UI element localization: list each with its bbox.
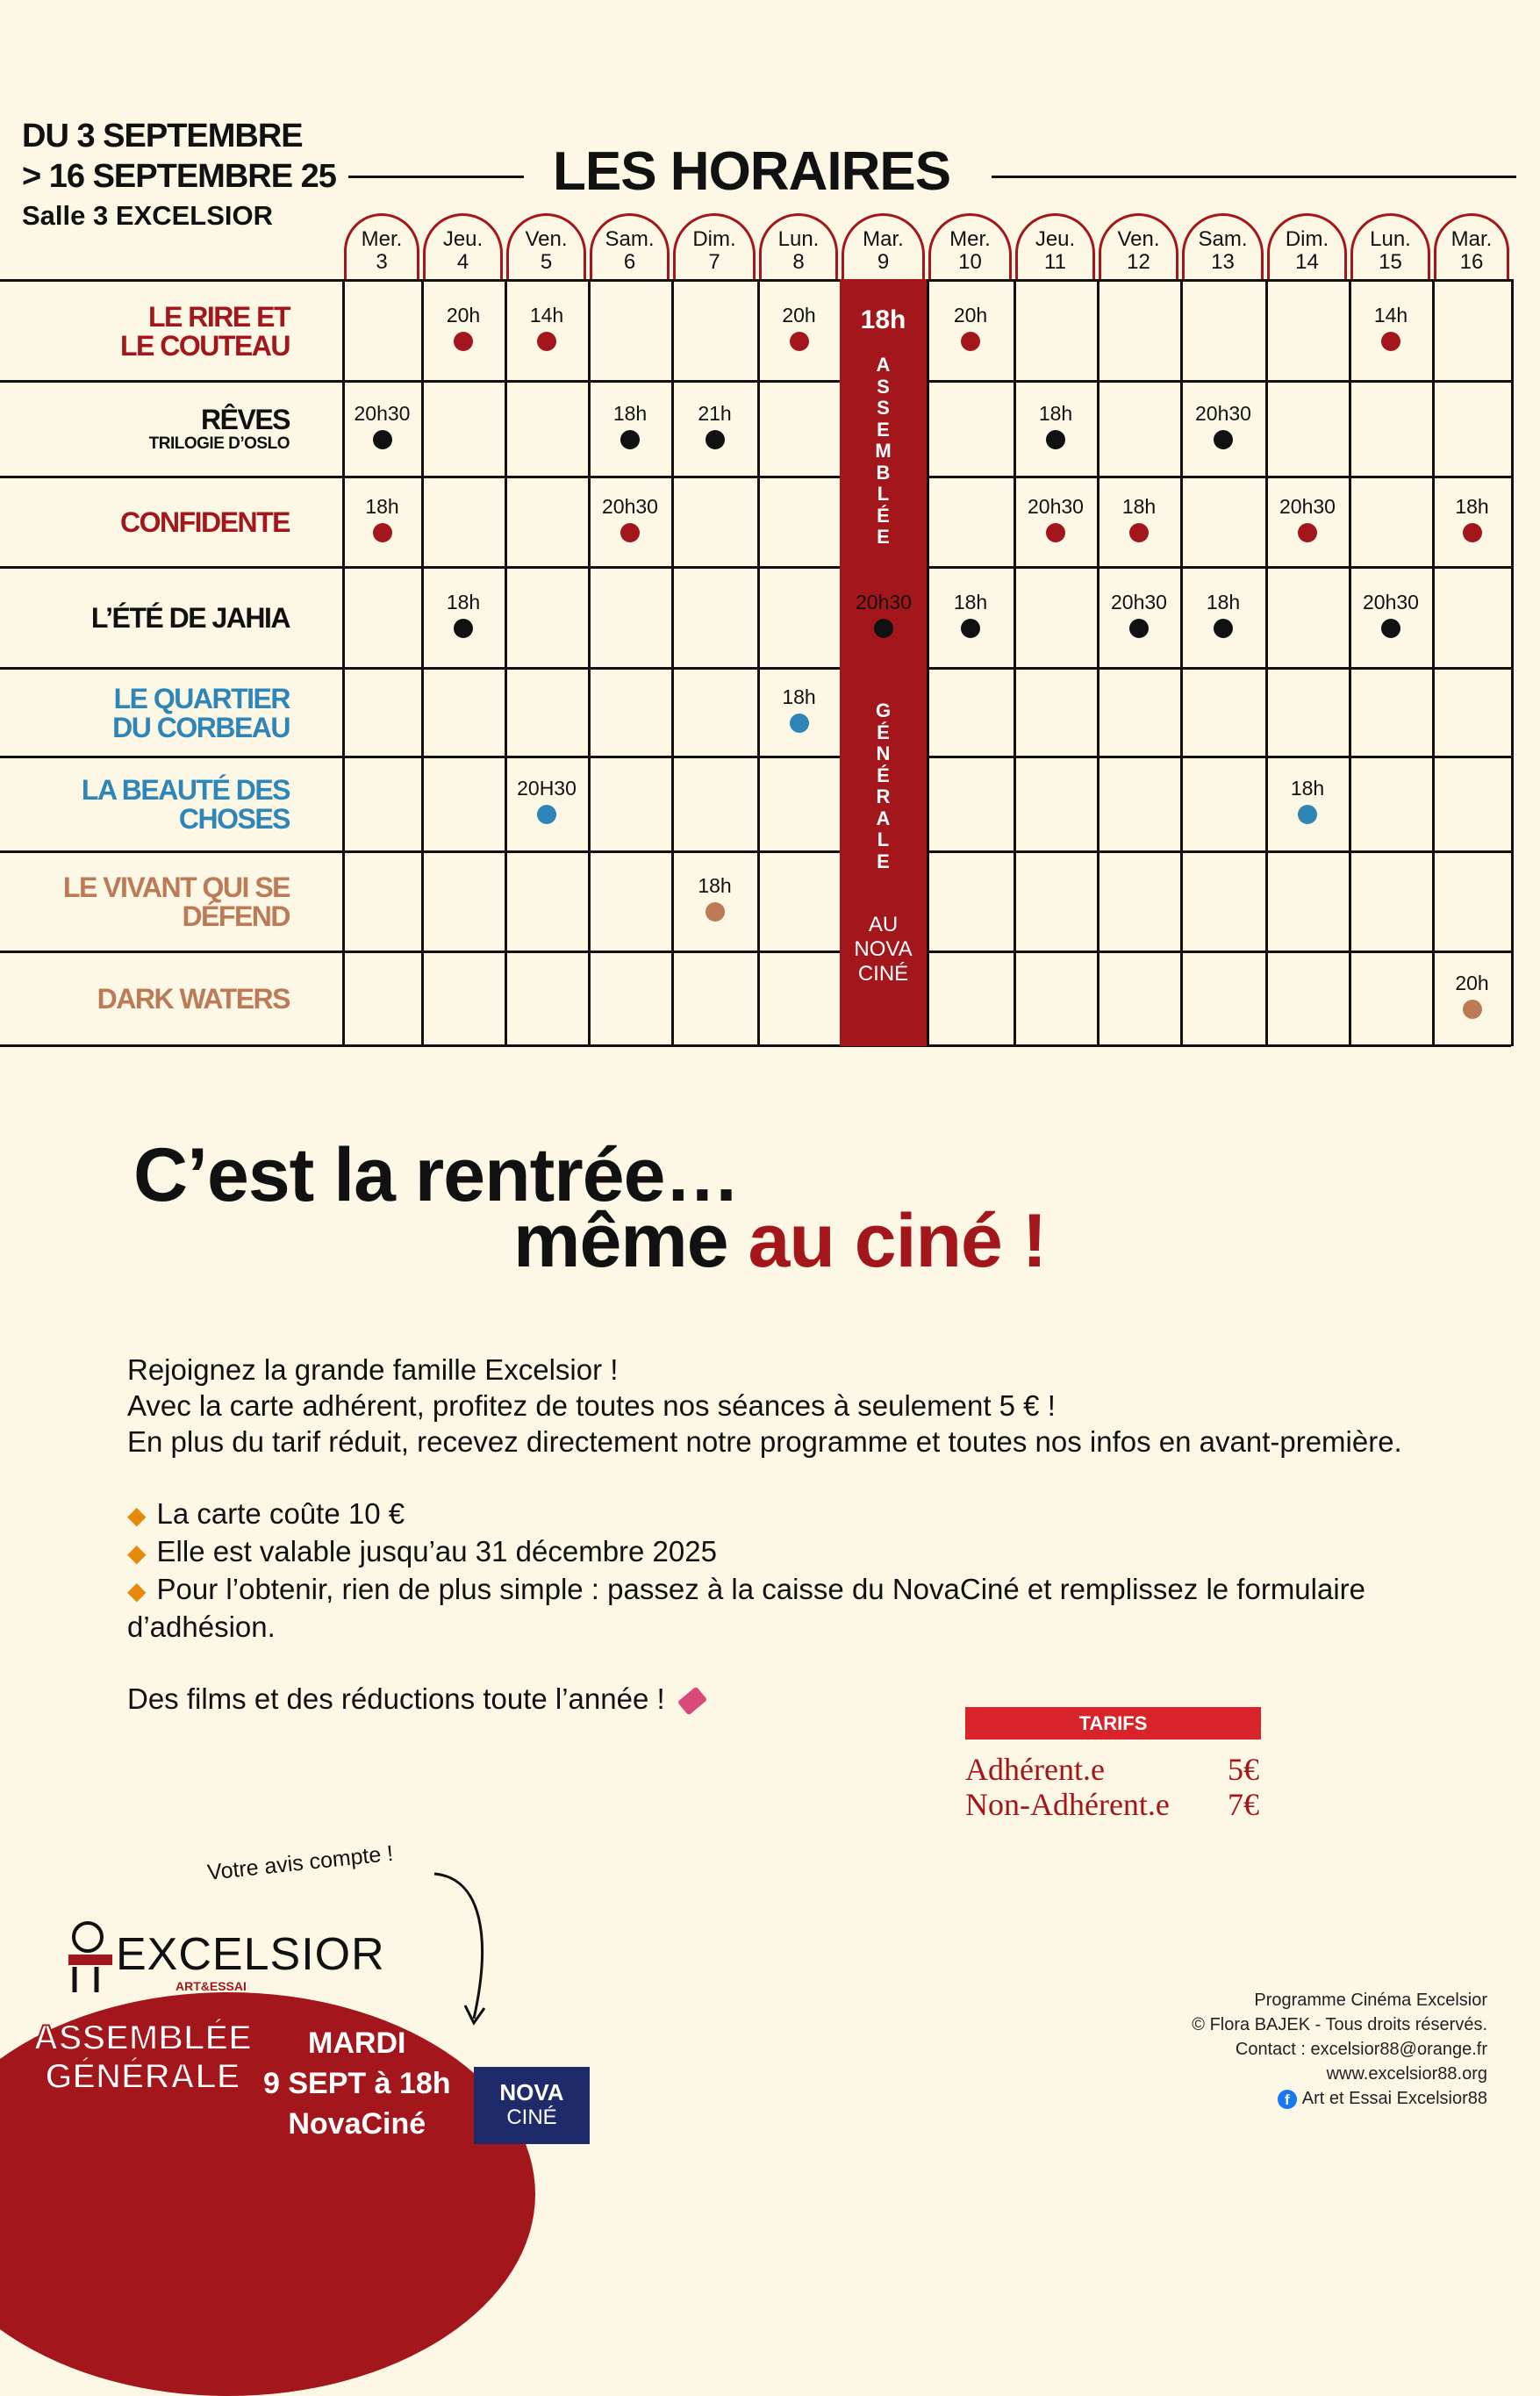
showtime[interactable] xyxy=(589,495,672,542)
showtime-dot xyxy=(706,430,725,449)
day-header xyxy=(1182,213,1264,282)
film-title-line: L’ÉTÉ DE JAHIA xyxy=(90,602,290,634)
showtime[interactable] xyxy=(505,304,589,351)
grid-col-line xyxy=(342,279,345,1046)
arrow-icon xyxy=(421,1861,518,2036)
grid-col-line xyxy=(1014,279,1016,1046)
showtime-label: 18h xyxy=(953,590,988,613)
showtime-dot xyxy=(373,430,392,449)
day-name: Sam. xyxy=(605,227,655,251)
diamond-icon: ◆ xyxy=(127,1502,147,1529)
film-title-line: CONFIDENTE xyxy=(120,506,290,538)
showtime-dot xyxy=(874,619,893,638)
schedule-grid xyxy=(0,0,1540,1053)
day-name: Lun. xyxy=(1370,227,1411,251)
date-start: DU 3 SEPTEMBRE xyxy=(22,118,303,154)
showtime-label: 20h30 xyxy=(1279,494,1336,518)
showtime[interactable] xyxy=(340,495,424,542)
showtime-label: 18h xyxy=(1121,494,1157,518)
day-name: Mer. xyxy=(361,227,403,251)
film-title xyxy=(91,604,290,633)
feedback-note: Votre avis compte ! xyxy=(206,1840,395,1885)
grid-col-line xyxy=(757,279,760,1046)
day-name: Mar. xyxy=(1450,227,1493,251)
day-number: 14 xyxy=(1295,250,1319,274)
bullet-item: ◆ La carte coûte 10 € xyxy=(127,1497,405,1530)
assemblee-generale-band xyxy=(840,279,927,1046)
day-header xyxy=(1267,213,1347,282)
showtime[interactable] xyxy=(1098,591,1181,638)
logo-subtext: ART&ESSAI xyxy=(175,1979,247,1993)
showtime-label: 21h xyxy=(698,401,732,425)
tarif-row: Non-Adhérent.e 7€ xyxy=(965,1787,1259,1822)
grid-col-line xyxy=(1349,279,1351,1046)
showtime-label: 14h xyxy=(1373,303,1408,326)
showtime[interactable] xyxy=(1182,591,1265,638)
film-title-line: LE QUARTIER xyxy=(113,682,290,714)
promo-p3: En plus du tarif réduit, recevez directement notre programme et toutes nos infos en avant-première. xyxy=(127,1425,1402,1458)
showtime-label: 18h xyxy=(612,401,648,425)
headline-plain: même xyxy=(513,1199,749,1283)
day-number: 12 xyxy=(1127,250,1150,274)
day-number: 7 xyxy=(708,250,720,274)
showtime-label: 20h30 xyxy=(1363,590,1419,613)
ticket-icon xyxy=(677,1687,707,1716)
showtime-label: 20H30 xyxy=(517,777,577,800)
grid-col-line xyxy=(505,279,507,1046)
film-title xyxy=(120,508,290,537)
showtime-label: 18h xyxy=(1455,494,1489,518)
showtime[interactable] xyxy=(929,304,1013,351)
showtime-dot xyxy=(706,902,725,922)
showtime-label: 20h xyxy=(1455,971,1489,994)
showtime[interactable] xyxy=(422,591,505,638)
film-title xyxy=(120,300,290,362)
grid-row-line xyxy=(0,566,1511,569)
showtime[interactable] xyxy=(1182,402,1265,449)
diamond-icon: ◆ xyxy=(127,1539,147,1567)
showtime-dot xyxy=(1298,523,1317,542)
showtime-dot xyxy=(1214,430,1233,449)
promo-text xyxy=(127,1352,1443,1717)
logo-figure-icon xyxy=(61,1918,123,1997)
showtime-dot xyxy=(1214,619,1233,638)
showtime-dot xyxy=(454,619,473,638)
day-name: Lun. xyxy=(777,227,820,251)
grid-row-line xyxy=(0,1044,1511,1047)
film-title-line: LE VIVANT QUI SE xyxy=(62,872,290,903)
showtime-label: 18h xyxy=(365,494,399,518)
showtime-dot xyxy=(1463,1000,1482,1019)
film-title xyxy=(149,405,290,454)
showtime-dot xyxy=(373,523,392,542)
day-number: 13 xyxy=(1211,250,1235,274)
showtime-dot xyxy=(790,714,809,733)
grid-col-line xyxy=(927,279,929,1046)
film-title-line: LE RIRE ET xyxy=(147,300,290,333)
showtime-dot xyxy=(1046,430,1065,449)
showtime[interactable] xyxy=(1266,495,1350,542)
grid-row-line xyxy=(0,279,1511,282)
showtime[interactable] xyxy=(1014,495,1098,542)
grid-col-line xyxy=(1432,279,1435,1046)
showtime[interactable] xyxy=(422,304,505,351)
showtime-dot xyxy=(1463,523,1482,542)
day-name: Mar. xyxy=(863,227,904,251)
grid-col-line xyxy=(671,279,674,1046)
film-title-line: DARK WATERS xyxy=(97,983,290,1015)
showtime-dot xyxy=(537,332,556,351)
grid-col-line xyxy=(588,279,591,1046)
day-name: Mer. xyxy=(949,227,991,251)
promo-p1: Rejoignez la grande famille Excelsior ! xyxy=(127,1353,619,1386)
day-header xyxy=(344,213,419,282)
day-header xyxy=(1015,213,1095,282)
film-subtitle: TRILOGIE D’OSLO xyxy=(148,434,290,453)
showtime-dot xyxy=(537,805,556,824)
showtime-label: 18h xyxy=(1038,401,1073,425)
day-header xyxy=(673,213,756,282)
day-name: Sam. xyxy=(1198,227,1248,251)
headline-line1: C’est la rentrée… xyxy=(133,1133,740,1217)
showtime-label: 20h xyxy=(446,303,481,326)
showtime-dot xyxy=(620,523,640,542)
day-number: 15 xyxy=(1379,250,1402,274)
day-header xyxy=(590,213,670,282)
showtime-label: 20h30 xyxy=(1111,590,1167,613)
band-time: 18h xyxy=(860,305,906,334)
film-title xyxy=(112,682,290,743)
showtime-label: 14h xyxy=(529,303,564,326)
showtime-dot xyxy=(454,332,473,351)
day-header xyxy=(506,213,586,282)
film-title-line: DU CORBEAU xyxy=(112,711,290,743)
band-word-1: A S S E M B L É E xyxy=(875,354,892,548)
grid-col-line xyxy=(1097,279,1099,1046)
showtime-label: 18h xyxy=(446,590,481,613)
showtime-dot xyxy=(961,332,980,351)
showtime-dot xyxy=(1129,619,1149,638)
date-end: > 16 SEPTEMBRE 25 xyxy=(22,158,336,195)
day-name: Dim. xyxy=(1285,227,1329,251)
band-location: AU NOVA CINÉ xyxy=(854,913,913,986)
showtime-label: 20h30 xyxy=(1028,494,1084,518)
showtime-dot xyxy=(620,430,640,449)
promo-closing: Des films et des réductions toute l’année ! xyxy=(127,1681,1443,1717)
showtime[interactable] xyxy=(757,304,841,351)
excelsior-logo xyxy=(61,1918,395,1997)
day-number: 16 xyxy=(1459,250,1484,274)
grid-row-line xyxy=(0,756,1511,758)
facebook-icon: f xyxy=(1278,2090,1297,2109)
showtime[interactable] xyxy=(1350,304,1433,351)
showtime-dot xyxy=(961,619,980,638)
showtime-dot xyxy=(1381,332,1400,351)
showtime-label: 20h30 xyxy=(602,494,658,518)
day-number: 9 xyxy=(877,250,890,274)
facebook-link[interactable]: f Art et Essai Excelsior88 xyxy=(1192,2086,1487,2111)
day-header xyxy=(928,213,1012,282)
showtime-label: 20h30 xyxy=(856,590,912,613)
showtime-label: 18h xyxy=(698,874,732,897)
ag-details: MARDI 9 SEPT à 18h NovaCiné xyxy=(263,2027,451,2141)
showtime-label: 18h xyxy=(1206,590,1241,613)
logo-text: EXCELSIOR xyxy=(116,1929,385,1980)
showtime[interactable] xyxy=(757,685,841,733)
day-number: 6 xyxy=(623,250,636,274)
day-number: 4 xyxy=(456,250,469,274)
film-title-line: DÉFEND xyxy=(182,900,290,932)
headline-line2 xyxy=(513,1198,1046,1285)
grid-row-line xyxy=(0,476,1511,478)
grid-row-line xyxy=(0,380,1511,383)
showtime-dot xyxy=(790,332,809,351)
showtime[interactable] xyxy=(1098,495,1181,542)
showtime-dot xyxy=(1129,523,1149,542)
grid-row-line xyxy=(0,951,1511,953)
showtime[interactable] xyxy=(673,874,756,922)
day-number: 10 xyxy=(958,250,982,274)
day-number: 11 xyxy=(1044,250,1066,274)
day-header xyxy=(1434,213,1509,282)
showtime-label: 20h xyxy=(782,303,816,326)
venue: Salle 3 EXCELSIOR xyxy=(22,200,273,231)
grid-col-line xyxy=(1265,279,1268,1046)
day-header xyxy=(759,213,838,282)
showtime[interactable] xyxy=(1014,402,1098,449)
showtime[interactable] xyxy=(673,402,756,449)
bullet-item: ◆ Pour l’obtenir, rien de plus simple : passez à la caisse du NovaCiné et remplissez le formulaire d’adhésion. xyxy=(127,1573,1366,1643)
showtime[interactable] xyxy=(1430,495,1514,542)
band-word-2: G É N É R A L E xyxy=(875,699,892,872)
showtime-dot xyxy=(1381,619,1400,638)
credits: Programme Cinéma Excelsior © Flora BAJEK - Tous droits réservés. Contact : excelsior88@orange.fr www.excelsior88.org f Art et Essai Excelsior88 xyxy=(1192,1988,1487,2111)
film-title xyxy=(82,776,290,834)
day-name: Ven. xyxy=(1117,227,1160,251)
day-header xyxy=(1350,213,1430,282)
grid-col-line xyxy=(1511,279,1514,1046)
day-name: Dim. xyxy=(692,227,736,251)
showtime[interactable] xyxy=(929,591,1013,638)
showtime-dot xyxy=(1298,805,1317,824)
showtime[interactable] xyxy=(340,402,424,449)
novacine-logo: NOVA CINÉ xyxy=(474,2067,590,2144)
tarif-row: Adhérent.e 5€ xyxy=(965,1752,1259,1787)
grid-col-line xyxy=(1180,279,1183,1046)
day-number: 8 xyxy=(792,250,805,274)
day-header xyxy=(842,213,925,282)
film-title-line: RÊVES xyxy=(201,404,290,435)
showtime-label: 20h xyxy=(953,303,988,326)
showtime[interactable] xyxy=(1430,972,1514,1019)
film-title xyxy=(63,873,290,931)
day-number: 5 xyxy=(540,250,553,274)
showtime-label: 20h30 xyxy=(1195,401,1251,425)
ag-title: ASSEMBLÉE GÉNÉRALE xyxy=(33,2019,252,2096)
promo-p2: Avec la carte adhérent, profitez de toutes nos séances à seulement 5 € ! xyxy=(127,1389,1056,1422)
showtime[interactable] xyxy=(505,777,589,824)
grid-row-line xyxy=(0,667,1511,670)
headline-accent: au ciné ! xyxy=(748,1199,1047,1283)
showtime[interactable] xyxy=(1266,777,1350,824)
showtime-label: 20h30 xyxy=(354,401,411,425)
film-title-line: LE COUTEAU xyxy=(120,329,290,362)
diamond-icon: ◆ xyxy=(127,1577,147,1604)
bullet-item: ◆ Elle est valable jusqu’au 31 décembre 2025 xyxy=(127,1535,717,1567)
day-header xyxy=(423,213,503,282)
showtime-label: 18h xyxy=(1290,777,1325,800)
day-name: Jeu. xyxy=(442,227,483,251)
day-header xyxy=(1099,213,1178,282)
showtime[interactable] xyxy=(1350,591,1433,638)
tarifs-title: TARIFS xyxy=(965,1707,1261,1740)
showtime-dot xyxy=(1046,523,1065,542)
day-number: 3 xyxy=(376,250,388,274)
showtime[interactable] xyxy=(842,591,926,638)
grid-row-line xyxy=(0,850,1511,853)
film-title-line: CHOSES xyxy=(178,803,290,835)
showtime[interactable] xyxy=(589,402,672,449)
film-title xyxy=(97,985,290,1014)
showtime-label: 18h xyxy=(782,685,816,708)
grid-col-line xyxy=(421,279,424,1046)
day-name: Jeu. xyxy=(1035,227,1076,251)
day-name: Ven. xyxy=(525,227,568,251)
film-title-line: LA BEAUTÉ DES xyxy=(81,774,290,806)
page-title: LES HORAIRES xyxy=(553,141,951,202)
